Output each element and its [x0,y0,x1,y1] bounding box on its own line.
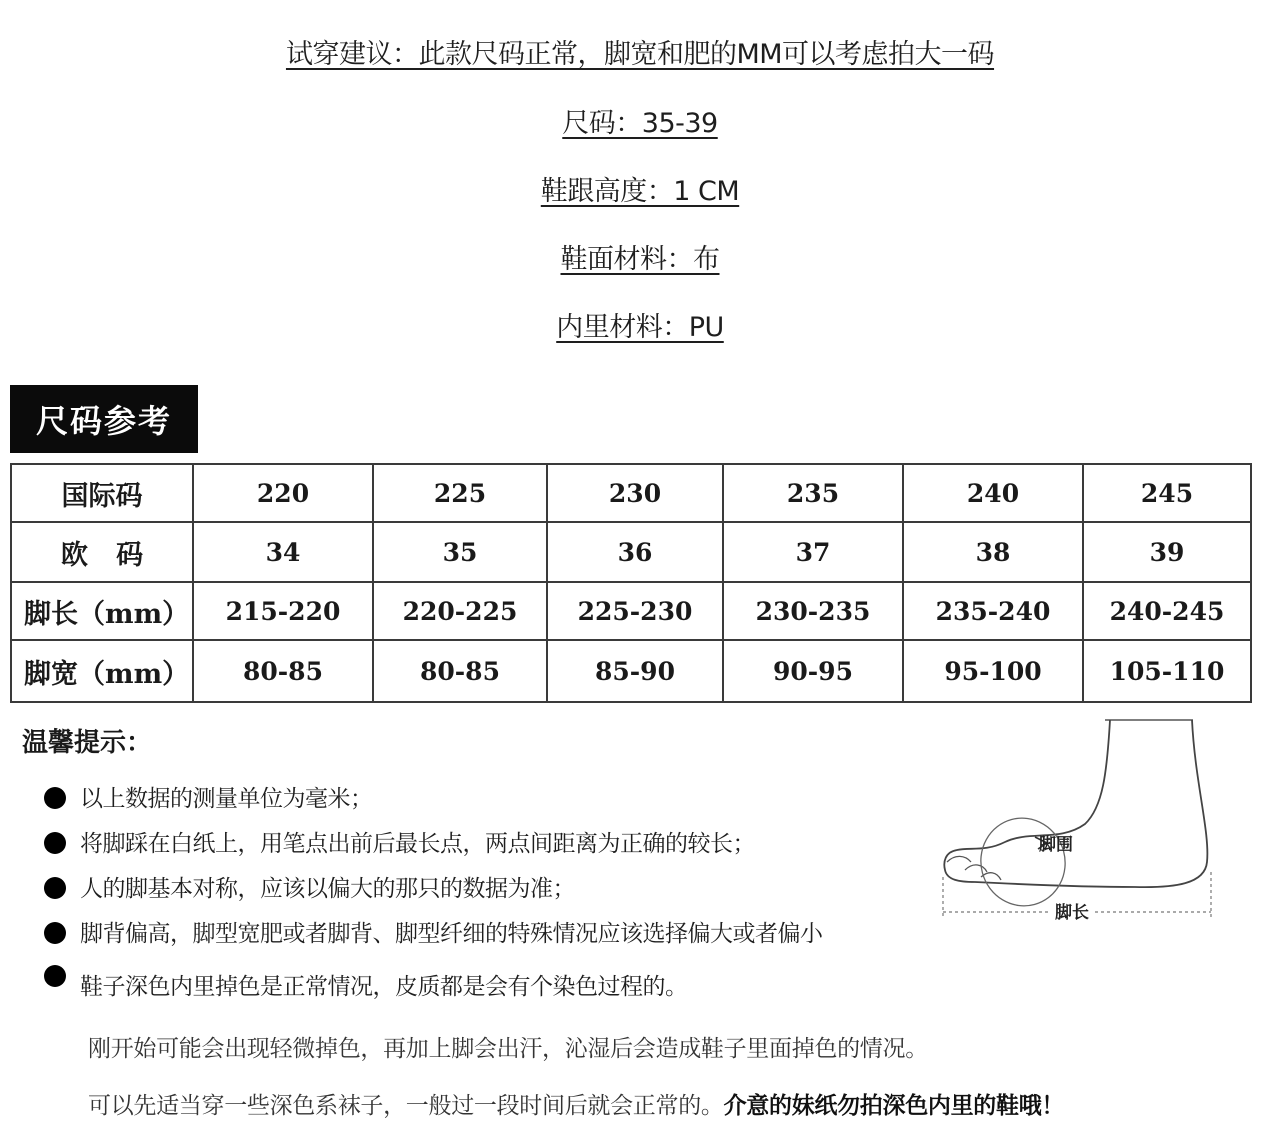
size-range: 尺码：35-39 [562,108,718,139]
table-cell: 225 [373,464,547,522]
bullet-icon [44,922,66,944]
table-cell: 235-240 [903,582,1083,640]
list-item [44,968,688,1001]
table-cell: 34 [193,522,373,582]
tip-text: 脚背偏高，脚型宽肥或者脚背、脚型纤细的特殊情况应该选择偏大或者偏小 [80,921,823,947]
bullet-icon [44,787,66,809]
lining-material: 内里材料：PU [556,312,724,343]
row-label: 欧 码 [11,522,193,582]
tip-text: 鞋子深色内里掉色是正常情况，皮质都是会有个染色过程的。 [80,974,688,1000]
tip-text: 以上数据的测量单位为毫米； [80,786,373,812]
note-line-1: 刚开始可能会出现轻微掉色，再加上脚会出汗，沁湿后会造成鞋子里面掉色的情况。 [88,1036,928,1062]
table-cell: 39 [1083,522,1251,582]
heel-height: 鞋跟高度：1 CM [540,176,740,207]
table-cell: 80-85 [373,640,547,702]
table-cell: 220-225 [373,582,547,640]
list-item [44,870,575,903]
table-cell: 37 [723,522,903,582]
table-cell: 240-245 [1083,582,1251,640]
table-cell: 230 [547,464,723,522]
table-cell: 220 [193,464,373,522]
note-warning: 介意的妹纸勿拍深色内里的鞋哦！ [723,1093,1065,1119]
bullet-icon [44,832,66,854]
foot-outline [944,720,1207,887]
row-label: 脚长（mm） [11,582,193,640]
table-cell: 35 [373,522,547,582]
note-line-2 [88,1087,1064,1120]
bullet-icon [44,965,66,987]
bullet-icon [44,877,66,899]
length-label: 脚长 [1055,903,1089,923]
table-cell: 245 [1083,464,1251,522]
table-cell: 85-90 [547,640,723,702]
row-label: 国际码 [11,464,193,522]
size-chart-table [10,463,1252,703]
table-cell: 225-230 [547,582,723,640]
tip-text: 将脚踩在白纸上，用笔点出前后最长点，两点间距离为正确的较长； [80,831,755,857]
table-cell: 230-235 [723,582,903,640]
upper-material: 鞋面材料：布 [560,244,720,275]
table-cell: 240 [903,464,1083,522]
list-item [44,825,755,858]
girth-ellipse [971,809,1075,916]
fit-advice: 试穿建议：此款尺码正常，脚宽和肥的MM可以考虑拍大一码 [285,39,995,70]
table-row [11,640,1251,702]
foot-measure-diagram [935,712,1220,932]
table-row [11,582,1251,640]
table-cell: 90-95 [723,640,903,702]
tip-text: 人的脚基本对称，应该以偏大的那只的数据为准； [80,876,575,902]
table-cell: 38 [903,522,1083,582]
size-reference-header: 尺码参考 [10,385,198,453]
table-row [11,464,1251,522]
tips-title: 温馨提示： [22,728,153,758]
table-cell: 105-110 [1083,640,1251,702]
note-text: 可以先适当穿一些深色系袜子，一般过一段时间后就会正常的。 [88,1093,724,1119]
table-row [11,522,1251,582]
row-label: 脚宽（mm） [11,640,193,702]
table-cell: 80-85 [193,640,373,702]
table-cell: 235 [723,464,903,522]
table-cell: 215-220 [193,582,373,640]
girth-label: 脚围 [1039,835,1073,855]
table-cell: 36 [547,522,723,582]
list-item [44,780,373,813]
list-item [44,915,823,948]
table-cell: 95-100 [903,640,1083,702]
